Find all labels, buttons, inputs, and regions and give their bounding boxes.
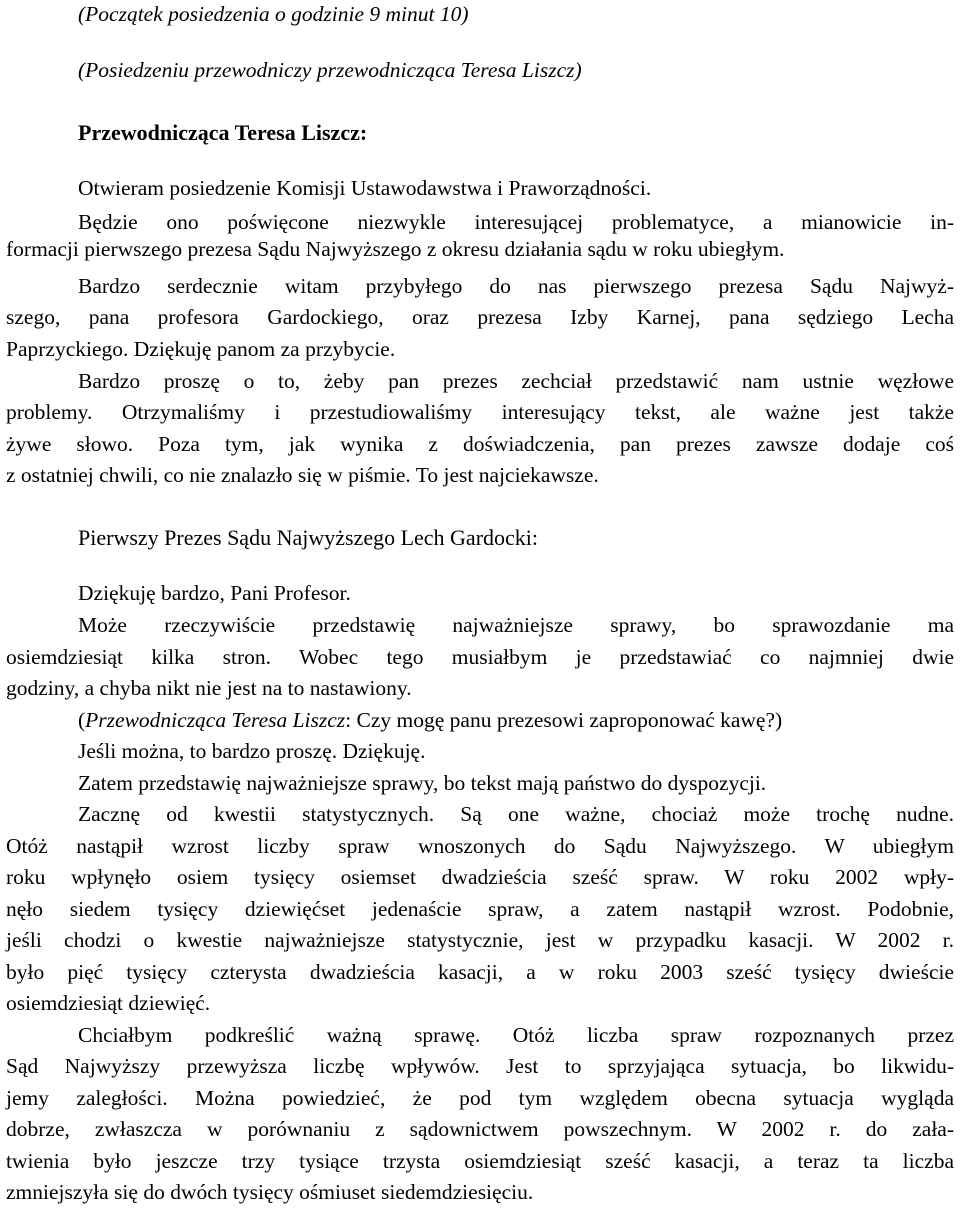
paragraph-line: zmniejszyła się do dwóch tysięcy ośmiuset siedemdziesięciu.	[6, 1180, 534, 1204]
paragraph-line: dobrze, zwłaszcza w porównaniu z sądownictwem powszechnym. W 2002 r. do zała-	[6, 1117, 954, 1141]
paragraph-line: Sąd Najwyższy przewyższa liczbę wpływów. Jest to sprzyjająca sytuacja, bo likwidu-	[6, 1054, 954, 1078]
paragraph-line: twienia było jeszcze trzy tysiące trzysta osiemdziesiąt sześć kasacji, a teraz ta liczba	[6, 1149, 954, 1173]
paragraph-line: jeśli chodzi o kwestie najważniejsze statystycznie, jest w przypadku kasacji. W 2002 r.	[6, 928, 954, 952]
paragraph-line: problemy. Otrzymaliśmy i przestudiowaliśmy interesujący tekst, ale ważne jest także	[6, 400, 954, 424]
chair-note: (Posiedzeniu przewodniczy przewodnicząca Teresa Liszcz)	[78, 58, 582, 82]
paragraph-line: szego, pana profesora Gardockiego, oraz prezesa Izby Karnej, pana sędziego Lecha	[6, 305, 954, 329]
speaker-heading: Pierwszy Prezes Sądu Najwyższego Lech Gardocki:	[78, 525, 539, 550]
paragraph-line: Jeśli można, to bardzo proszę. Dziękuję.	[78, 739, 426, 763]
interjection-text: : Czy mogę panu prezesowi zaproponować kawę?)	[345, 708, 783, 732]
paragraph-line: z ostatniej chwili, co nie znalazło się w piśmie. To jest najciekawsze.	[6, 463, 599, 487]
paragraph-line: Paprzyckiego. Dziękuję panom za przybycie.	[6, 337, 396, 361]
paragraph-line: jemy zaległości. Można powiedzieć, że pod tym względem obecna sytuacja wygląda	[6, 1086, 954, 1110]
paragraph-line: formacji pierwszego prezesa Sądu Najwyższego z okresu działania sądu w roku ubiegłym.	[6, 237, 785, 261]
paragraph-line: Zacznę od kwestii statystycznych. Są one ważne, chociaż może trochę nudne.	[78, 802, 954, 826]
interjection-open: (	[78, 708, 86, 732]
paragraph-line: Otwieram posiedzenie Komisji Ustawodawstwa i Praworządności.	[78, 176, 652, 200]
paragraph-line: Będzie ono poświęcone niezwykle interesującej problematyce, a mianowicie in-	[78, 210, 954, 234]
session-start-note: (Początek posiedzenia o godzinie 9 minut 10)	[78, 2, 469, 26]
paragraph-line: Może rzeczywiście przedstawię najważniejsze sprawy, bo sprawozdanie ma	[78, 613, 954, 637]
paragraph-line: było pięć tysięcy czterysta dwadzieścia kasacji, a w roku 2003 sześć tysięcy dwieście	[6, 960, 954, 984]
paragraph-line: Chciałbym podkreślić ważną sprawę. Otóż liczba spraw rozpoznanych przez	[78, 1023, 954, 1047]
paragraph-line: godziny, a chyba nikt nie jest na to nastawiony.	[6, 676, 412, 700]
paragraph-line: roku wpłynęło osiem tysięcy osiemset dwadzieścia sześć spraw. W roku 2002 wpły-	[6, 865, 954, 889]
paragraph-line: nęło siedem tysięcy dziewięćset jedenaście spraw, a zatem nastąpił wzrost. Podobnie,	[6, 897, 954, 921]
interjection-speaker: Przewodnicząca Teresa Liszcz	[85, 708, 346, 732]
paragraph-line: Otóż nastąpił wzrost liczby spraw wnoszonych do Sądu Najwyższego. W ubiegłym	[6, 834, 954, 858]
paragraph-line: Zatem przedstawię najważniejsze sprawy, bo tekst mają państwo do dyspozycji.	[78, 771, 767, 795]
interjection-line	[78, 706, 782, 735]
paragraph-line: Bardzo serdecznie witam przybyłego do nas pierwszego prezesa Sądu Najwyż-	[78, 274, 954, 298]
speaker-heading: Przewodnicząca Teresa Liszcz:	[78, 120, 368, 145]
paragraph-line: Dziękuję bardzo, Pani Profesor.	[78, 581, 351, 605]
paragraph-line: Bardzo proszę o to, żeby pan prezes zechciał przedstawić nam ustnie węzłowe	[78, 369, 954, 393]
paragraph-line: osiemdziesiąt dziewięć.	[6, 991, 211, 1015]
paragraph-line: żywe słowo. Poza tym, jak wynika z doświadczenia, pan prezes zawsze dodaje coś	[6, 432, 954, 456]
paragraph-line: osiemdziesiąt kilka stron. Wobec tego musiałbym je przedstawiać co najmniej dwie	[6, 645, 954, 669]
